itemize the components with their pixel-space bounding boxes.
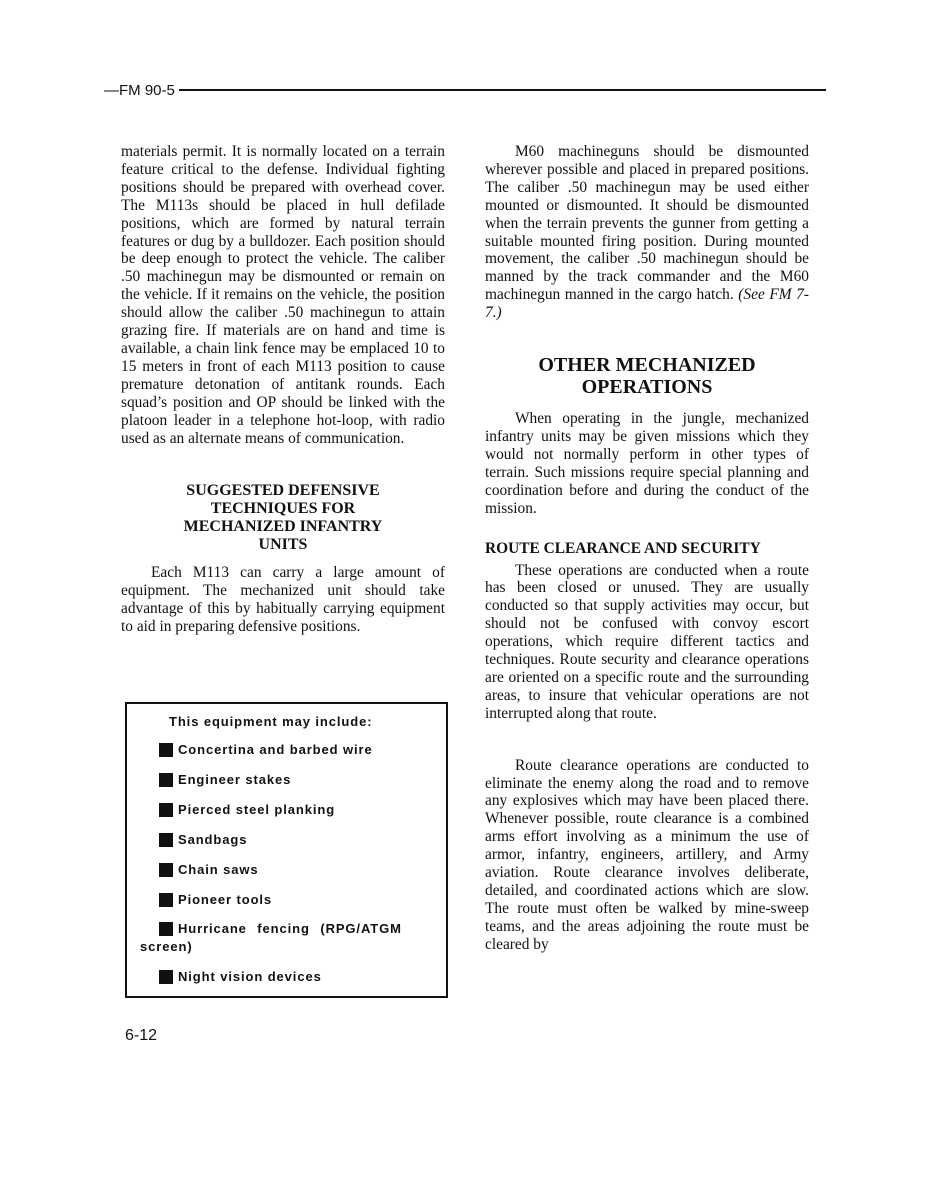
fm-reference: (See FM 7-7.)	[485, 286, 809, 322]
right-column	[485, 143, 809, 954]
route-clearance-paragraph: Route clearance operations are conducted to eliminate the enemy along the road and to remove any explosives which may have been placed there. Whenever possible, route clearance is a combined arms effort involving as a minimum the use of armor, infantry, engineers, artillery, and Army aviation. Route clearance involves deliberate, detailed, and coordinated actions which are slow. The route must often be walked by mine-sweep teams, and the areas adjoining the route must be cleared by	[485, 756, 809, 953]
equipment-item: Sandbags	[159, 832, 247, 847]
equipment-item: Pierced steel planking	[159, 802, 335, 817]
square-bullet-icon	[159, 833, 173, 847]
square-bullet-icon	[159, 970, 173, 984]
defensive-techniques-paragraph: Each M113 can carry a large amount of equipment. The mechanized unit should take advantage of this by habitually carrying equipment to aid in preparing defensive positions.	[121, 564, 445, 636]
equipment-item: Chain saws	[159, 862, 259, 877]
other-operations-paragraph: When operating in the jungle, mechanized infantry units may be given missions which they would not normally perform in other types of terrain. Such missions require special planning and coordination before and during the conduct of the mission.	[485, 410, 809, 517]
header-label: —FM 90-5	[104, 81, 175, 99]
equipment-box-title: This equipment may include:	[169, 714, 373, 729]
square-bullet-icon	[159, 743, 173, 757]
equipment-item: Engineer stakes	[159, 772, 291, 787]
square-bullet-icon	[159, 773, 173, 787]
equipment-item: Night vision devices	[159, 969, 322, 984]
route-security-paragraph: These operations are conducted when a route has been closed or unused. They are usually conducted so that supply activities may occur, but should not be confused with convoy escort operations, which require different tactics and techniques. Route security and clearance operations are oriented on a specific route and the surrounding areas, to insure that vehicular operations are not interrupted along that route.	[485, 561, 809, 722]
left-column	[121, 143, 445, 636]
right-intro-paragraph: M60 machineguns should be dismounted wherever possible and placed in prepared positions. The caliber .50 machinegun may be used either mounted or dismounted. It should be dismounted when the terrain prevents the gunner from getting a suitable mounted firing position. During mounted movement, the caliber .50 machinegun should be manned by the track commander and the M60 machinegun manned in the cargo hatch. (See FM 7-7.)	[485, 143, 809, 322]
square-bullet-icon	[159, 803, 173, 817]
square-bullet-icon	[159, 863, 173, 877]
equipment-item-continuation: screen)	[140, 939, 193, 954]
running-header	[104, 80, 826, 100]
other-operations-heading: OTHER MECHANIZED OPERATIONS	[538, 354, 756, 399]
equipment-box	[125, 702, 448, 998]
page-number: 6-12	[125, 1027, 158, 1044]
left-intro-paragraph: materials permit. It is normally located on a terrain feature critical to the defense. Individual fighting positions should be prepared with overhead cover. The M113s should be placed in hull defilade positions, which are formed by natural terrain features or dug by a bulldozer. Each position should be deep enough to protect the vehicle. The caliber .50 machinegun may be dismounted or remain on the vehicle. If it remains on the vehicle, the position should allow the caliber .50 machinegun to attain grazing fire. If materials are on hand and time is available, a chain link fence may be emplaced 10 to 15 meters in front of each M113 position to cause premature detonation of antitank rounds. Each squad’s position and OP should be linked with the platoon leader in a telephone hot-loop, with radio used as an alternate means of communication.	[121, 143, 445, 447]
equipment-item: Pioneer tools	[159, 892, 272, 907]
defensive-techniques-heading: SUGGESTED DEFENSIVE TECHNIQUES FOR MECHANIZED INFANTRY UNITS	[183, 482, 383, 554]
square-bullet-icon	[159, 922, 173, 936]
equipment-item: Concertina and barbed wire	[159, 742, 373, 757]
equipment-item: Hurricane fencing (RPG/ATGM	[159, 921, 402, 936]
square-bullet-icon	[159, 893, 173, 907]
route-clearance-heading: ROUTE CLEARANCE AND SECURITY	[485, 539, 761, 557]
header-rule	[179, 89, 826, 91]
